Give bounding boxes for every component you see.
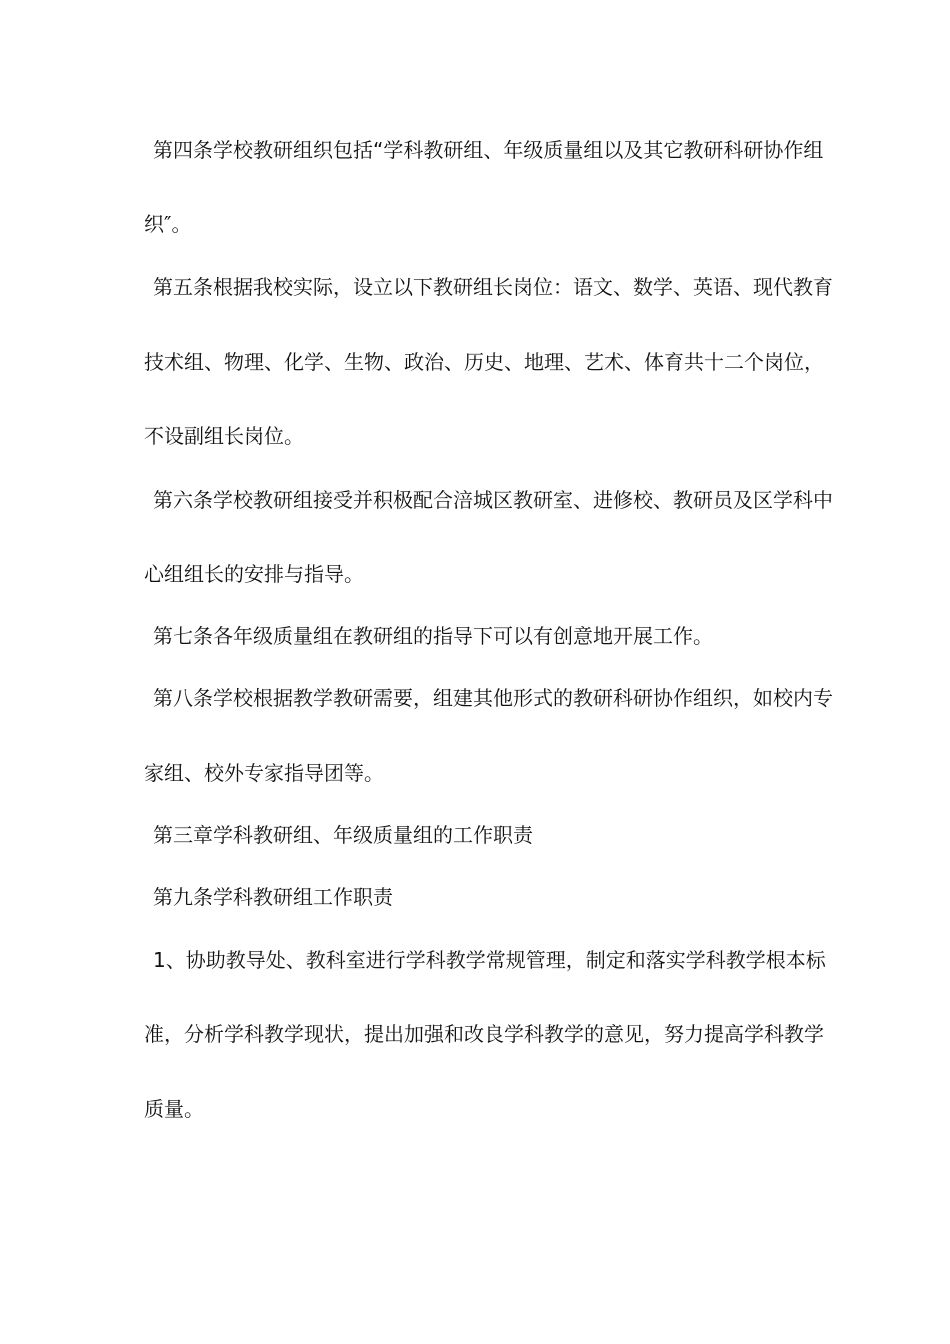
- article-8-line-2: 家组、校外专家指导团等。: [144, 761, 384, 785]
- article-5-line-2: 技术组、物理、化学、生物、政治、历史、地理、艺术、体育共十二个岗位，: [144, 350, 824, 374]
- article-6-line-1: 第六条学校教研组接受并积极配合涪城区教研室、进修校、教研员及区学科中: [153, 488, 833, 512]
- item-1-line-1: 1、协助教导处、教科室进行学科教学常规管理，制定和落实学科教学根本标: [153, 948, 826, 972]
- article-9-heading: 第九条学科教研组工作职责: [153, 885, 393, 909]
- article-5-line-3: 不设副组长岗位。: [144, 424, 304, 448]
- article-5-line-1: 第五条根据我校实际，设立以下教研组长岗位：语文、数学、英语、现代教育: [153, 275, 833, 299]
- article-6-line-2: 心组组长的安排与指导。: [144, 562, 364, 586]
- item-1-line-2: 准，分析学科教学现状，提出加强和改良学科教学的意见，努力提高学科教学: [144, 1022, 824, 1046]
- article-4-line-2: 织″。: [144, 212, 192, 236]
- article-7-line-1: 第七条各年级质量组在教研组的指导下可以有创意地开展工作。: [153, 624, 713, 648]
- article-4-line-1: 第四条学校教研组织包括“学科教研组、年级质量组以及其它教研科研协作组: [153, 138, 824, 162]
- chapter-3-heading: 第三章学科教研组、年级质量组的工作职责: [153, 823, 533, 847]
- item-1-line-3: 质量。: [144, 1097, 204, 1121]
- article-8-line-1: 第八条学校根据教学教研需要，组建其他形式的教研科研协作组织，如校内专: [153, 686, 833, 710]
